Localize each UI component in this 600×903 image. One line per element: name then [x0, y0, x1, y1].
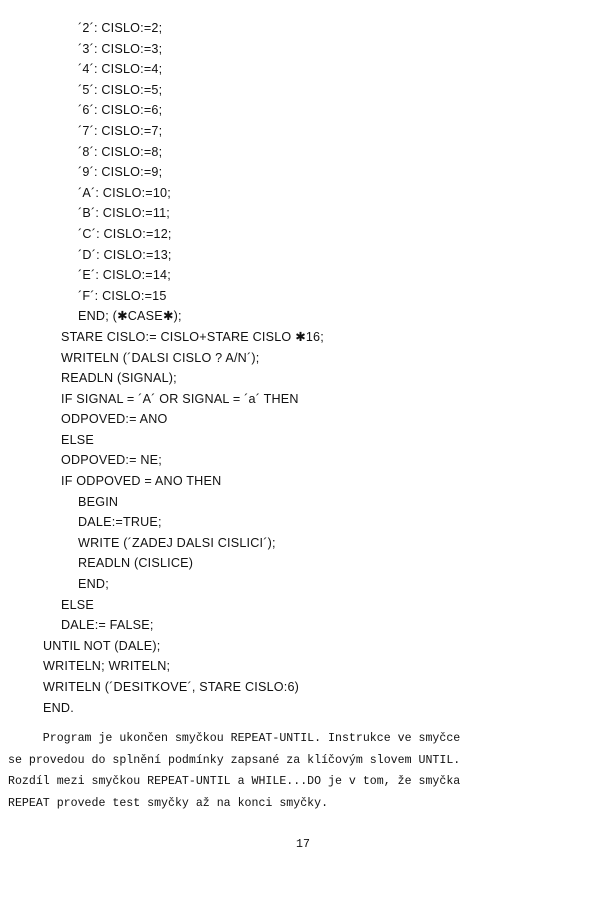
- code-line: ´B´: CISLO:=11;: [78, 206, 171, 221]
- code-line: WRITE (´ZADEJ DALSI CISLICI´);: [78, 535, 276, 550]
- paragraph-line: Program je ukončen smyčkou REPEAT-UNTIL. Instrukce ve smyčce: [8, 732, 461, 745]
- explanation-paragraph: [8, 728, 598, 814]
- code-line: ´7´: CISLO:=7;: [78, 123, 163, 138]
- code-line: READLN (SIGNAL);: [61, 371, 177, 386]
- code-line: BEGIN: [78, 494, 119, 509]
- page-number: 17: [296, 838, 310, 851]
- code-line: ´A´: CISLO:=10;: [78, 185, 171, 200]
- code-line: ´8´: CISLO:=8;: [78, 144, 163, 159]
- code-line: ´E´: CISLO:=14;: [78, 268, 171, 283]
- paragraph-line: se provedou do splnění podmínky zapsané za klíčovým slovem UNTIL.: [8, 753, 461, 767]
- code-line: END;: [78, 577, 109, 592]
- code-line: DALE:= FALSE;: [61, 618, 154, 633]
- code-line: ODPOVED:= ANO: [61, 412, 168, 427]
- code-line: DALE:=TRUE;: [78, 515, 162, 530]
- paragraph-line: REPEAT provede test smyčky až na konci smyčky.: [8, 796, 329, 810]
- code-line: END.: [43, 700, 74, 715]
- code-line: WRITELN (´DESITKOVE´, STARE CISLO:6): [43, 680, 300, 694]
- code-line: WRITELN (´DALSI CISLO ? A/N´);: [61, 350, 260, 365]
- code-line: READLN (CISLICE): [78, 556, 194, 571]
- code-line: STARE CISLO:= CISLO+STARE CISLO ✱16;: [61, 329, 324, 344]
- code-line: WRITELN; WRITELN;: [43, 659, 171, 674]
- code-line: ELSE: [61, 597, 95, 612]
- code-line: ELSE: [61, 432, 95, 447]
- code-line: ´F´: CISLO:=15: [78, 288, 167, 303]
- code-line: ´D´: CISLO:=13;: [78, 247, 172, 262]
- paragraph-line: Rozdíl mezi smyčkou REPEAT-UNTIL a WHILE...DO je v tom, že smyčka: [8, 775, 461, 788]
- code-line: IF ODPOVED = ANO THEN: [61, 474, 222, 489]
- pascal-code-listing: [0, 18, 324, 718]
- code-line: ´2´: CISLO:=2;: [78, 21, 163, 35]
- code-line: END; (✱CASE✱);: [78, 309, 182, 324]
- code-line: ´9´: CISLO:=9;: [78, 165, 163, 180]
- code-line: ODPOVED:= NE;: [61, 453, 162, 468]
- code-line: ´4´: CISLO:=4;: [78, 62, 163, 77]
- code-line: ´C´: CISLO:=12;: [78, 226, 172, 241]
- code-line: ´6´: CISLO:=6;: [78, 103, 163, 118]
- code-line: IF SIGNAL = ´A´ OR SIGNAL = ´a´ THEN: [61, 391, 299, 406]
- code-line: ´3´: CISLO:=3;: [78, 41, 163, 56]
- code-line: ´5´: CISLO:=5;: [78, 82, 163, 97]
- code-line: UNTIL NOT (DALE);: [43, 638, 161, 653]
